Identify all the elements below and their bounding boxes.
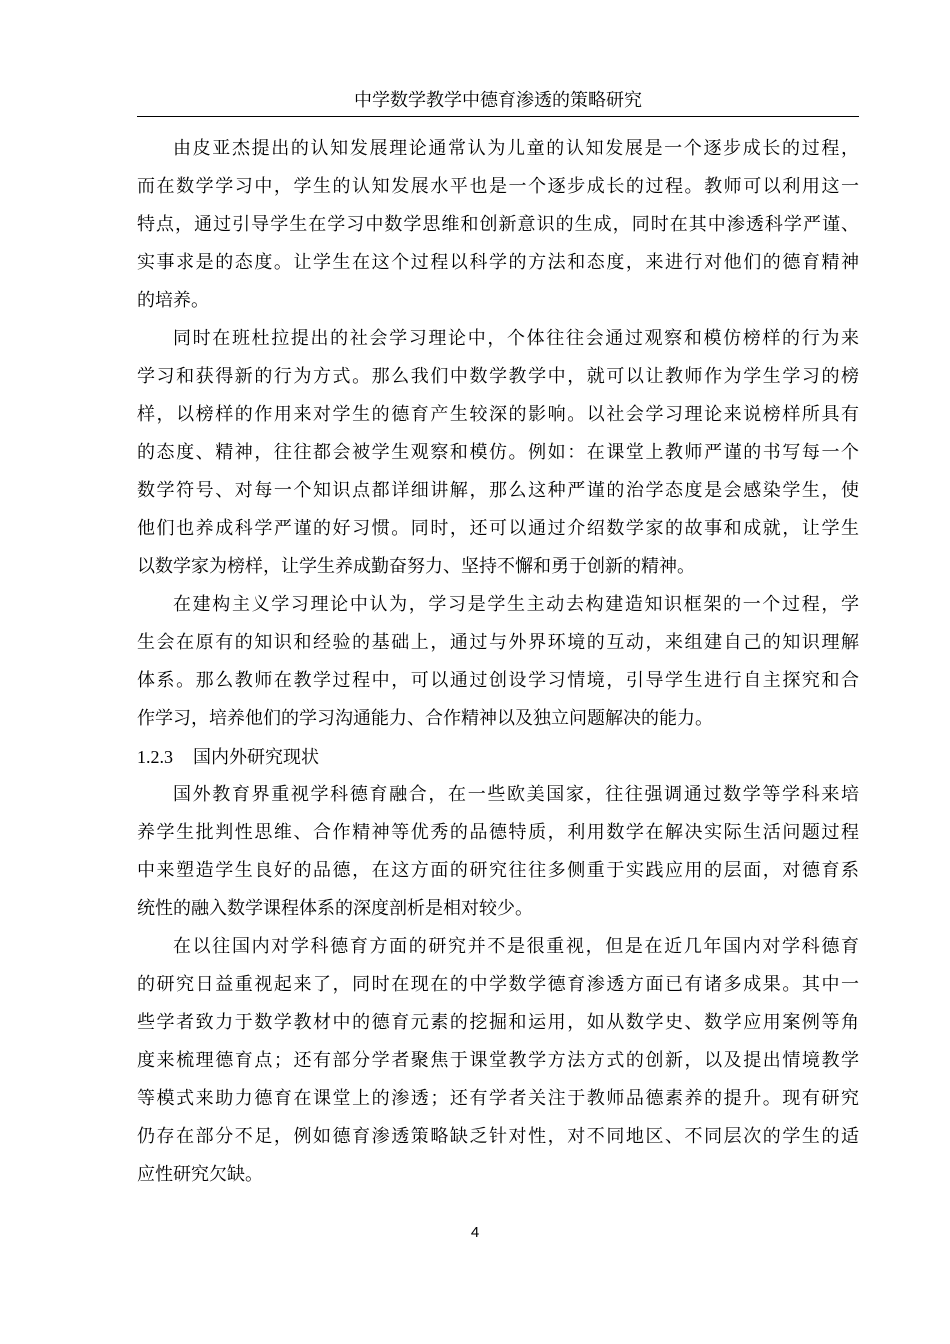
page-body [137, 130, 859, 1194]
text-line: 由皮亚杰提出的认知发展理论通常认为儿童的认知发展是一个逐步成长的过程， [173, 138, 859, 159]
text-line: 在建构主义学习理论中认为，学习是学生主动去构建造知识框架的一个过程，学 [173, 594, 859, 615]
text-line: 中来塑造学生良好的品德，在这方面的研究往往多侧重于实践应用的层面，对德育系 [137, 860, 859, 881]
text-line: 等模式来助力德育在课堂上的渗透；还有学者关注于教师品德素养的提升。现有研究 [137, 1088, 859, 1109]
text-line: 度来梳理德育点；还有部分学者聚焦于课堂教学方法方式的创新，以及提出情境教学 [137, 1050, 859, 1071]
section-title: 国内外研究现状 [193, 747, 319, 768]
text-line: 仍存在部分不足，例如德育渗透策略缺乏针对性，对不同地区、不同层次的学生的适 [137, 1126, 859, 1147]
text-line: 些学者致力于数学教材中的德育元素的挖掘和运用，如从数学史、数学应用案例等角 [137, 1012, 859, 1033]
text-line: 体系。那么教师在教学过程中，可以通过创设学习情境，引导学生进行自主探究和合 [137, 670, 859, 691]
text-line: 的态度、精神，往往都会被学生观察和模仿。例如：在课堂上教师严谨的书写每一个 [137, 442, 859, 463]
text-line: 养学生批判性思维、合作精神等优秀的品德特质，利用数学在解决实际生活问题过程 [137, 822, 859, 843]
paragraph [137, 776, 859, 928]
text-line: 数学符号、对每一个知识点都详细讲解，那么这种严谨的治学态度是会感染学生，使 [137, 480, 859, 501]
text-line: 在以往国内对学科德育方面的研究并不是很重视，但是在近几年国内对学科德育 [173, 936, 859, 957]
text-line: 以数学家为榜样，让学生养成勤奋努力、坚持不懈和勇于创新的精神。 [137, 556, 695, 577]
text-line: 的培养。 [137, 290, 209, 311]
text-line: 他们也养成科学严谨的好习惯。同时，还可以通过介绍数学家的故事和成就，让学生 [137, 518, 859, 539]
page-number: 4 [470, 1224, 480, 1241]
paragraph [137, 928, 859, 1194]
header-rule [137, 116, 859, 117]
text-line: 统性的融入数学课程体系的深度剖析是相对较少。 [137, 898, 533, 919]
body-paragraphs-group-2 [137, 776, 859, 1194]
section-number: 1.2.3 [137, 747, 173, 767]
running-header: 中学数学教学中德育渗透的策略研究 [354, 90, 642, 111]
text-line: 生会在原有的知识和经验的基础上，通过与外界环境的互动，来组建自己的知识理解 [137, 632, 859, 653]
text-line: 特点，通过引导学生在学习中数学思维和创新意识的生成，同时在其中渗透科学严谨、 [137, 214, 859, 235]
text-line: 的研究日益重视起来了，同时在现在的中学数学德育渗透方面已有诸多成果。其中一 [137, 974, 859, 995]
paragraph [137, 130, 859, 320]
text-line: 样，以榜样的作用来对学生的德育产生较深的影响。以社会学习理论来说榜样所具有 [137, 404, 859, 425]
text-line: 而在数学学习中，学生的认知发展水平也是一个逐步成长的过程。教师可以利用这一 [137, 176, 859, 197]
text-line: 实事求是的态度。让学生在这个过程以科学的方法和态度，来进行对他们的德育精神 [137, 252, 859, 273]
paragraph [137, 586, 859, 738]
section-heading [137, 738, 859, 776]
paragraph [137, 320, 859, 586]
text-line: 应性研究欠缺。 [137, 1164, 263, 1185]
text-line: 国外教育界重视学科德育融合，在一些欧美国家，往往强调通过数学等学科来培 [173, 784, 859, 805]
text-line: 作学习，培养他们的学习沟通能力、合作精神以及独立问题解决的能力。 [137, 708, 713, 729]
text-line: 同时在班杜拉提出的社会学习理论中，个体往往会通过观察和模仿榜样的行为来 [173, 328, 859, 349]
text-line: 学习和获得新的行为方式。那么我们中数学教学中，就可以让教师作为学生学习的榜 [137, 366, 859, 387]
body-paragraphs-group-1 [137, 130, 859, 738]
